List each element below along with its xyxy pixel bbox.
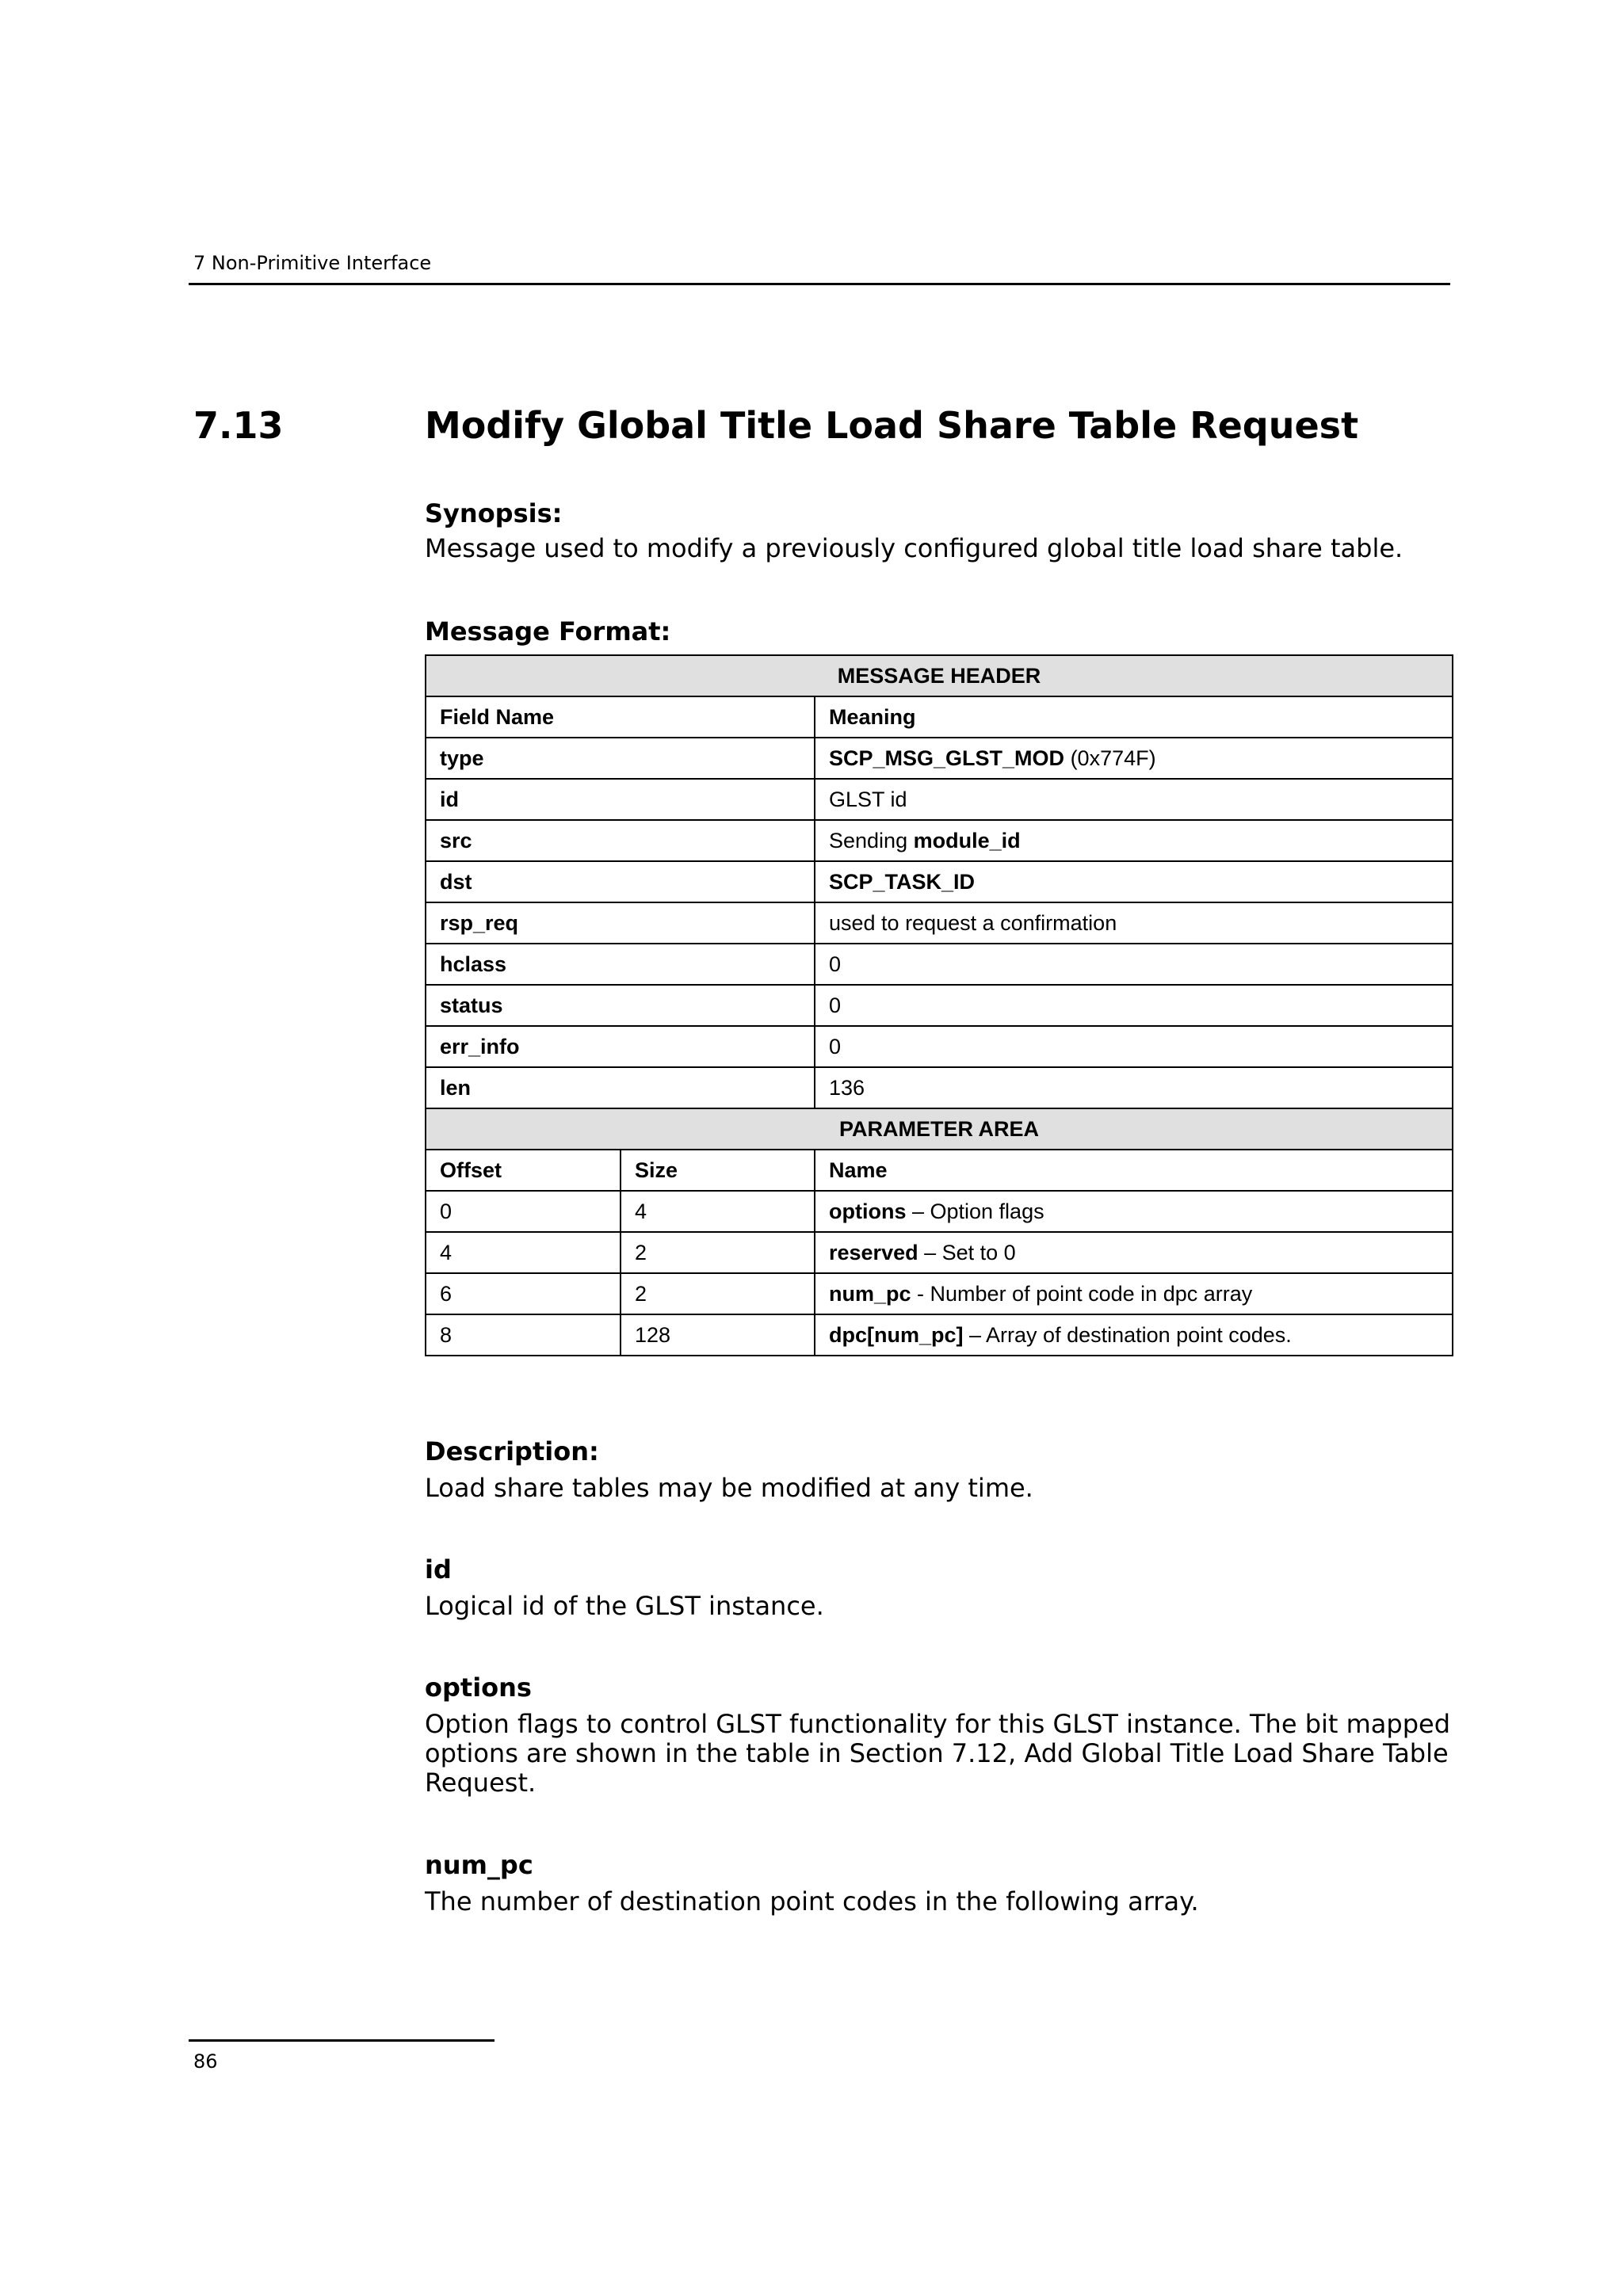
param-desc: – Option flags — [906, 1199, 1044, 1223]
description-block — [425, 1436, 1455, 1503]
field-name-cell: status — [426, 985, 815, 1026]
message-header-band — [426, 655, 1453, 696]
offset-cell: 6 — [426, 1273, 621, 1314]
field-name-cell: rsp_req — [426, 902, 815, 944]
meaning-plain: Sending — [829, 828, 914, 852]
header-column-row — [426, 696, 1453, 738]
meaning-cell: 0 — [815, 944, 1453, 985]
field-description: Logical id of the GLST instance. — [425, 1591, 824, 1621]
section-title: Modify Global Title Load Share Table Request — [425, 404, 1359, 447]
table-row — [426, 861, 1453, 902]
param-desc: - Number of point code in dpc array — [911, 1281, 1253, 1306]
table-row — [426, 944, 1453, 985]
name-cell — [815, 1232, 1453, 1273]
header-rule — [189, 283, 1450, 285]
meaning-cell: SCP_TASK_ID — [815, 861, 1453, 902]
field-name-cell: hclass — [426, 944, 815, 985]
field-block-num-pc — [425, 1849, 1455, 1917]
synopsis-block — [425, 498, 1455, 563]
meaning-cell — [815, 738, 1453, 779]
table-row — [426, 985, 1453, 1026]
column-header-name: Name — [815, 1150, 1453, 1191]
field-name-cell: id — [426, 779, 815, 820]
parameter-area-band — [426, 1108, 1453, 1150]
size-cell: 2 — [621, 1232, 815, 1273]
meaning-cell: GLST id — [815, 779, 1453, 820]
name-cell — [815, 1314, 1453, 1356]
synopsis-text: Message used to modify a previously configured global title load share table. — [425, 533, 1403, 563]
field-description: Option flags to control GLST functionality for this GLST instance. The bit mapped options are shown in the table in Section 7.12, Add Global Title Load Share Table Request. — [425, 1709, 1451, 1798]
meaning-cell: 0 — [815, 1026, 1453, 1067]
running-header: 7 Non-Primitive Interface — [193, 252, 432, 274]
column-header-offset: Offset — [426, 1150, 621, 1191]
message-format-label: Message Format: — [425, 616, 671, 646]
parameter-area-band-label: PARAMETER AREA — [426, 1108, 1453, 1150]
field-block-id — [425, 1554, 1455, 1621]
meaning-cell: used to request a confirmation — [815, 902, 1453, 944]
synopsis-label: Synopsis: — [425, 498, 563, 528]
param-name: reserved — [829, 1240, 918, 1264]
field-name-cell: src — [426, 820, 815, 861]
field-name-label: num_pc — [425, 1850, 533, 1880]
offset-cell: 0 — [426, 1191, 621, 1232]
column-header-meaning: Meaning — [815, 696, 1453, 738]
size-cell: 128 — [621, 1314, 815, 1356]
meaning-rest: (0x774F) — [1064, 746, 1156, 770]
meaning-bold: SCP_MSG_GLST_MOD — [829, 746, 1065, 770]
field-name-label: options — [425, 1672, 532, 1703]
message-format-table — [425, 654, 1453, 1356]
column-header-size: Size — [621, 1150, 815, 1191]
table-row — [426, 1232, 1453, 1273]
message-header-band-label: MESSAGE HEADER — [426, 655, 1453, 696]
table-row — [426, 1273, 1453, 1314]
page-number: 86 — [193, 2050, 218, 2073]
meaning-cell — [815, 820, 1453, 861]
field-name-cell: err_info — [426, 1026, 815, 1067]
table-row — [426, 820, 1453, 861]
param-name: options — [829, 1199, 907, 1223]
section-number: 7.13 — [193, 404, 284, 447]
column-header-field-name: Field Name — [426, 696, 815, 738]
field-name-cell: type — [426, 738, 815, 779]
table-row — [426, 779, 1453, 820]
param-desc: – Set to 0 — [918, 1240, 1016, 1264]
size-cell: 4 — [621, 1191, 815, 1232]
field-name-cell: dst — [426, 861, 815, 902]
name-cell — [815, 1191, 1453, 1232]
table-row — [426, 1026, 1453, 1067]
description-label: Description: — [425, 1436, 599, 1466]
field-block-options — [425, 1672, 1452, 1798]
field-name-label: id — [425, 1554, 452, 1585]
footer-rule — [189, 2039, 495, 2042]
param-column-row — [426, 1150, 1453, 1191]
name-cell — [815, 1273, 1453, 1314]
param-name: dpc[num_pc] — [829, 1322, 964, 1347]
size-cell: 2 — [621, 1273, 815, 1314]
table-row — [426, 1191, 1453, 1232]
meaning-cell: 0 — [815, 985, 1453, 1026]
field-description: The number of destination point codes in the following array. — [425, 1886, 1199, 1917]
table-row — [426, 902, 1453, 944]
table-row — [426, 1314, 1453, 1356]
offset-cell: 4 — [426, 1232, 621, 1273]
table-row — [426, 1067, 1453, 1108]
meaning-bold: module_id — [913, 828, 1021, 852]
param-name: num_pc — [829, 1281, 911, 1306]
param-desc: – Array of destination point codes. — [963, 1322, 1292, 1347]
table-row — [426, 738, 1453, 779]
message-format-label-wrap — [425, 616, 1455, 647]
offset-cell: 8 — [426, 1314, 621, 1356]
field-name-cell: len — [426, 1067, 815, 1108]
meaning-cell: 136 — [815, 1067, 1453, 1108]
description-text: Load share tables may be modified at any time. — [425, 1473, 1033, 1503]
